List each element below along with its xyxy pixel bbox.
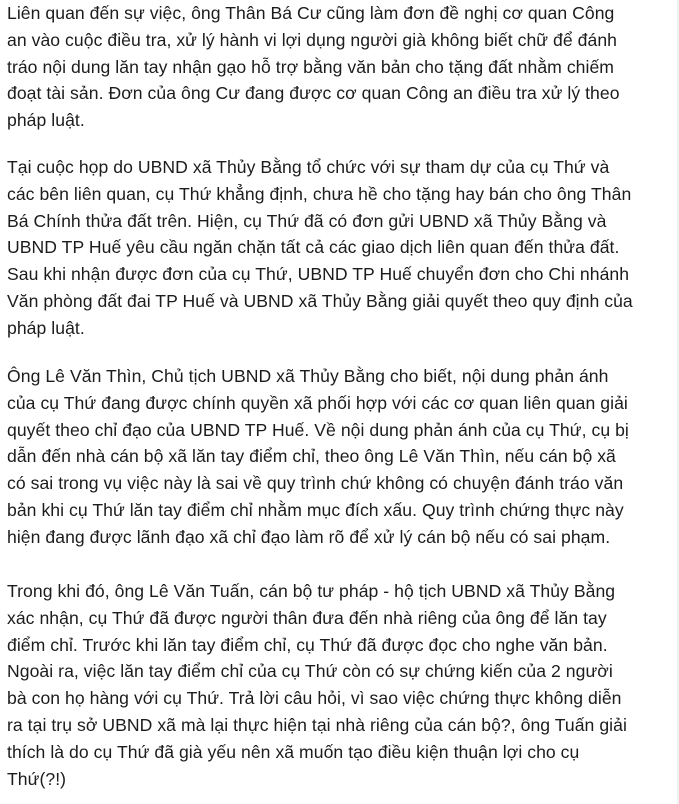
paragraph-line: đoạt tài sản. Đơn của ông Cư đang được cơ quan Công an điều tra xử lý theo (7, 83, 620, 104)
paragraph-line: của cụ Thứ đang được chính quyền xã phối hợp với các cơ quan liên quan giải (7, 392, 628, 413)
paragraph-line: dẫn đến nhà cán bộ xã lăn tay điểm chỉ, theo ông Lê Văn Thìn, nếu cán bộ xã (7, 446, 616, 467)
paragraph-line: các bên liên quan, cụ Thứ khẳng định, chưa hề cho tặng hay bán cho ông Thân (7, 183, 632, 204)
paragraph-line: tráo nội dung lăn tay nhận gạo hỗ trợ bằng văn bản cho tặng đất nhằm chiếm (7, 56, 615, 77)
paragraph-line: có sai trong vụ việc này là sai về quy trình chứ không có chuyện đánh tráo văn (7, 473, 624, 494)
paragraph-line: UBND TP Huế yêu cầu ngăn chặn tất cả các giao dịch liên quan đến thửa đất. (7, 237, 620, 258)
paragraph-3 (7, 363, 629, 551)
paragraph-line: hiện đang được lãnh đạo xã chỉ đạo làm rõ để xử lý cán bộ nếu có sai phạm. (7, 526, 611, 547)
paragraph-2 (7, 154, 633, 342)
paragraph-line: ra tại trụ sở UBND xã mà lại thực hiện tại nhà riêng của cán bộ?, ông Tuấn giải (7, 714, 627, 735)
paragraph-line: Ông Lê Văn Thìn, Chủ tịch UBND xã Thủy Bằng cho biết, nội dung phản ánh (7, 366, 609, 386)
paragraph-line: Tại cuộc họp do UBND xã Thủy Bằng tổ chức với sự tham dự của cụ Thứ và (7, 157, 610, 177)
paragraph-1 (7, 0, 620, 134)
paragraph-line: Trong khi đó, ông Lê Văn Tuấn, cán bộ tư pháp - hộ tịch UBND xã Thủy Bằng (7, 581, 616, 601)
paragraph-line: an vào cuộc điều tra, xử lý hành vi lợi dụng người già không biết chữ để đánh (7, 29, 617, 50)
paragraph-line: Bá Chính thửa đất trên. Hiện, cụ Thứ đã có đơn gửi UBND xã Thủy Bằng và (7, 210, 607, 231)
paragraph-line: điểm chỉ. Trước khi lăn tay điểm chỉ, cụ Thứ đã được đọc cho nghe văn bản. (7, 634, 608, 655)
paragraph-line: bản khi cụ Thứ lăn tay điểm chỉ nhằm mục đích xấu. Quy trình chứng thực này (7, 499, 624, 520)
paragraph-line: Thứ(?!) (7, 768, 67, 789)
paragraph-line: bà con họ hàng với cụ Thứ. Trả lời câu hỏi, vì sao việc chứng thực không diễn (7, 688, 622, 709)
paragraph-line: Liên quan đến sự việc, ông Thân Bá Cư cũng làm đơn đề nghị cơ quan Công (7, 3, 615, 23)
paragraph-line: Ngoài ra, việc lăn tay điểm chỉ của cụ Thứ còn có sự chứng kiến của 2 người (7, 661, 613, 682)
paragraph-line: quyết theo chỉ đạo của UBND TP Huế. Về nội dung phản ánh của cụ Thứ, cụ bị (7, 419, 629, 440)
paragraph-4 (7, 578, 627, 792)
paragraph-line: Sau khi nhận được đơn của cụ Thứ, UBND TP Huế chuyển đơn cho Chi nhánh (7, 264, 630, 285)
paragraph-line: pháp luật. (7, 110, 85, 131)
paragraph-line: pháp luật. (7, 317, 85, 338)
paragraph-line: Văn phòng đất đai TP Huế và UBND xã Thủy Bằng giải quyết theo quy định của (7, 290, 633, 311)
paragraph-line: xác nhận, cụ Thứ đã được người thân đưa đến nhà riêng của ông để lăn tay (7, 607, 607, 628)
paragraph-line: thích là do cụ Thứ đã già yếu nên xã muốn tạo điều kiện thuận lợi cho cụ (7, 741, 580, 762)
